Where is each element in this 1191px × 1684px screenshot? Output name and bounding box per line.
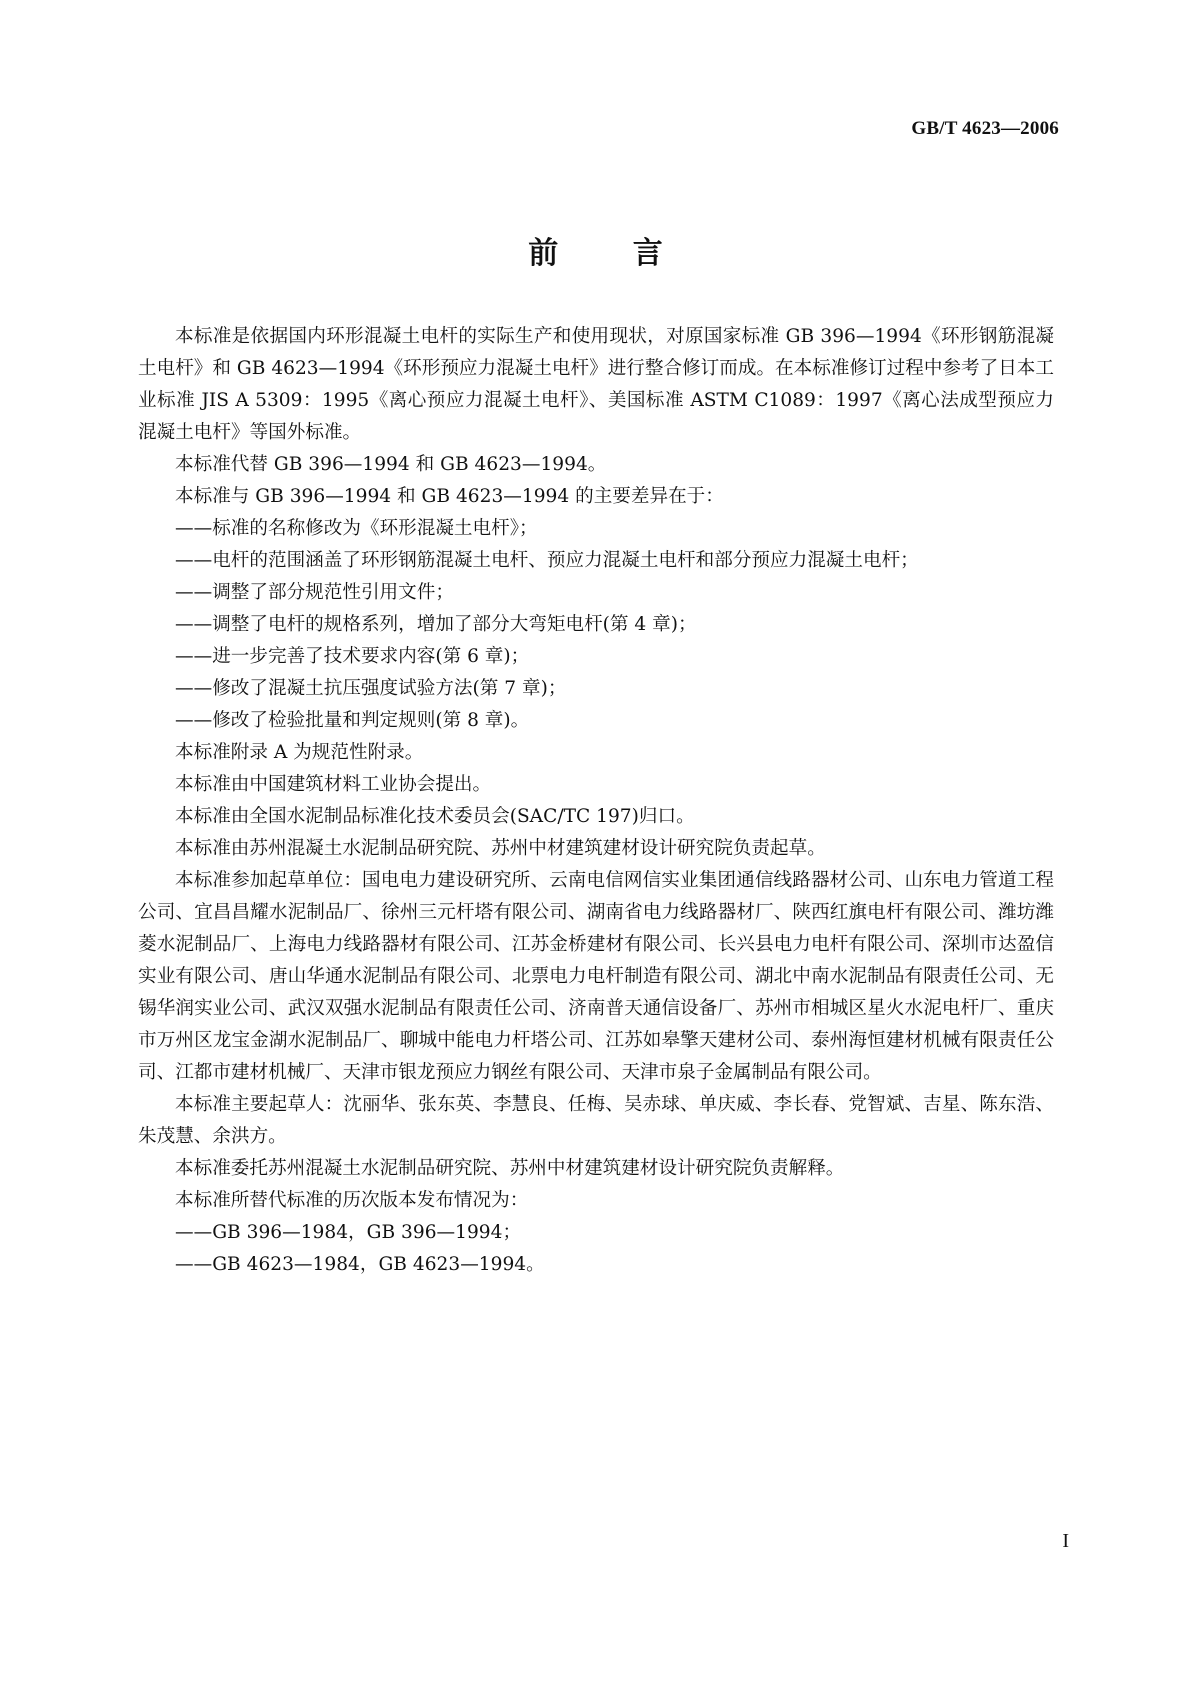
paragraph-proposed-by: 本标准由中国建筑材料工业协会提出。: [175, 774, 492, 795]
paragraph-interpretation: 本标准委托苏州混凝土水泥制品研究院、苏州中材建筑建材设计研究院负责解释。: [175, 1158, 845, 1179]
paragraph-differences: 本标准与 GB 396—1994 和 GB 4623—1994 的主要差异在于：: [175, 486, 724, 507]
paragraph-under-jurisdiction: 本标准由全国水泥制品标准化技术委员会(SAC/TC 197)归口。: [175, 806, 695, 827]
difference-item: ——电杆的范围涵盖了环形钢筋混凝土电杆、预应力混凝土电杆和部分预应力混凝土电杆；: [175, 550, 919, 571]
history-item: ——GB 396—1984，GB 396—1994；: [175, 1222, 522, 1243]
standard-code: GB/T 4623—2006: [911, 118, 1059, 139]
paragraph-intro: 本标准是依据国内环形混凝土电杆的实际生产和使用现状，对原国家标准 GB 396—1994《环形钢筋混凝土电杆》和 GB 4623—1994《环形预应力混凝土电杆》进行整合修订而成。在本标准修订过程中参考了日本工业标准 JIS A 5309：1995《离心预应力混凝土电杆》、美国标准 ASTM C1089：1997《离心法成型预应力混凝土电杆》等国外标准。: [138, 326, 1054, 443]
paragraph-main-drafters: 本标准主要起草人：沈丽华、张东英、李慧良、任梅、吴赤球、单庆威、李长春、党智斌、吉星、陈东浩、朱茂慧、余洪方。: [138, 1094, 1054, 1147]
paragraph-participating-units: 本标准参加起草单位：国电电力建设研究所、云南电信网信实业集团通信线路器材公司、山东电力管道工程公司、宜昌昌耀水泥制品厂、徐州三元杆塔有限公司、湖南省电力线路器材厂、陕西红旗电杆有限公司、潍坊潍菱水泥制品厂、上海电力线路器材有限公司、江苏金桥建材有限公司、长兴县电力电杆有限公司、深圳市达盈信实业有限公司、唐山华通水泥制品有限公司、北票电力电杆制造有限公司、湖北中南水泥制品有限责任公司、无锡华润实业公司、武汉双强水泥制品有限责任公司、济南普天通信设备厂、苏州市相城区星火水泥电杆厂、重庆市万州区龙宝金湖水泥制品厂、聊城中能电力杆塔公司、江苏如皋擎天建材公司、泰州海恒建材机械有限责任公司、江都市建材机械厂、天津市银龙预应力钢丝有限公司、天津市泉子金属制品有限公司。: [138, 870, 1054, 1083]
difference-item: ——修改了混凝土抗压强度试验方法(第 7 章)；: [175, 678, 567, 699]
page-title: 前 言: [528, 236, 695, 271]
paragraph-replaces: 本标准代替 GB 396—1994 和 GB 4623—1994。: [175, 454, 607, 475]
paragraph-history: 本标准所替代标准的历次版本发布情况为：: [175, 1190, 529, 1211]
difference-item: ——调整了部分规范性引用文件；: [175, 582, 454, 603]
difference-item: ——调整了电杆的规格系列，增加了部分大弯矩电杆(第 4 章)；: [175, 614, 697, 635]
paragraph-annex: 本标准附录 A 为规范性附录。: [175, 742, 424, 763]
difference-item: ——标准的名称修改为《环形混凝土电杆》；: [175, 518, 538, 539]
page-number: I: [1062, 1530, 1069, 1552]
foreword-body: [138, 321, 1054, 1281]
difference-item: ——进一步完善了技术要求内容(第 6 章)；: [175, 646, 530, 667]
paragraph-drafted-by: 本标准由苏州混凝土水泥制品研究院、苏州中材建筑建材设计研究院负责起草。: [175, 838, 826, 859]
difference-item: ——修改了检验批量和判定规则(第 8 章)。: [175, 710, 530, 731]
history-item: ——GB 4623—1984，GB 4623—1994。: [175, 1254, 545, 1275]
